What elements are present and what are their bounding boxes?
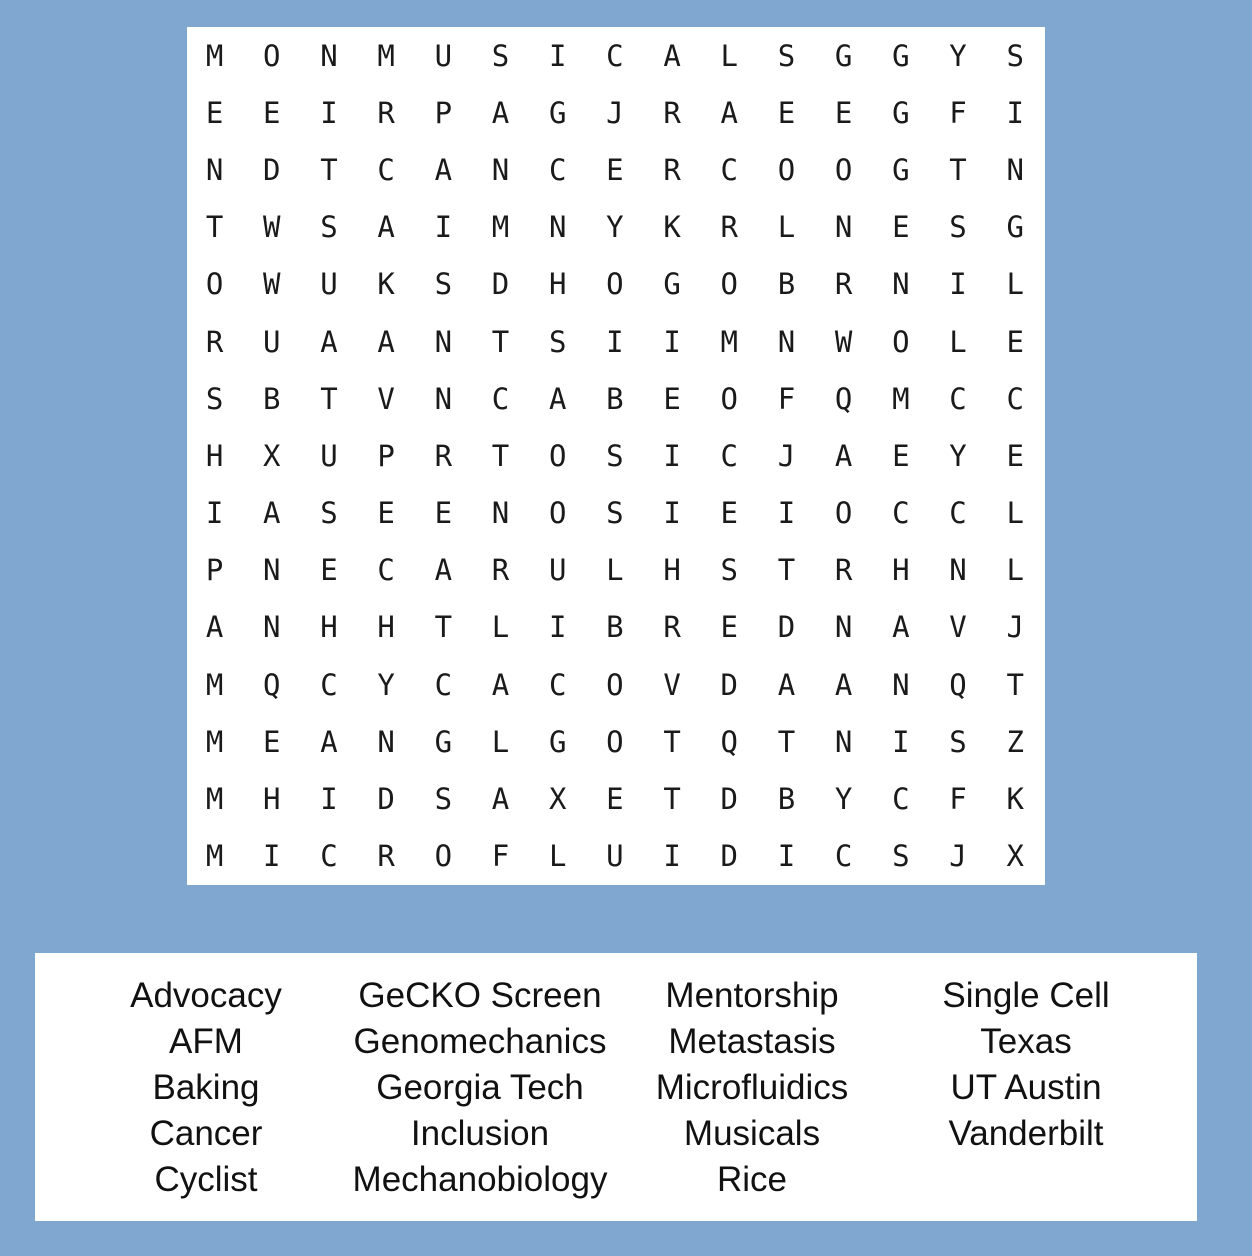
grid-letter[interactable]: I	[663, 496, 681, 531]
grid-letter[interactable]: I	[663, 324, 681, 359]
grid-letter[interactable]: N	[834, 210, 853, 245]
grid-letter[interactable]: I	[320, 782, 338, 817]
grid-letter[interactable]: E	[663, 381, 681, 416]
grid-letter[interactable]: I	[1006, 95, 1024, 130]
grid-letter[interactable]: E	[892, 438, 910, 473]
grid-letter[interactable]: T	[491, 324, 510, 359]
grid-letter[interactable]: O	[834, 152, 853, 187]
grid-letter[interactable]: N	[205, 152, 224, 187]
grid-letter[interactable]: B	[777, 267, 796, 302]
grid-letter[interactable]: G	[548, 95, 567, 130]
grid-letter[interactable]: F	[491, 839, 510, 874]
word-list-item: Cyclist	[154, 1160, 258, 1199]
grid-letter[interactable]: C	[434, 667, 453, 702]
grid-letter[interactable]: S	[320, 496, 338, 531]
grid-letter[interactable]: O	[606, 267, 624, 302]
grid-letter[interactable]: E	[377, 496, 395, 531]
word-list-column-3	[656, 973, 849, 1203]
word-list-panel	[35, 953, 1197, 1221]
grid-letter[interactable]: O	[720, 267, 739, 302]
grid-letter[interactable]: I	[263, 839, 281, 874]
grid-letter[interactable]: A	[377, 210, 395, 245]
grid-letter[interactable]: L	[949, 324, 967, 359]
grid-letter[interactable]: C	[548, 667, 567, 702]
word-list-item: Metastasis	[668, 1022, 836, 1061]
grid-letter[interactable]: N	[834, 724, 853, 759]
word-list-item: Microfluidics	[655, 1068, 849, 1107]
grid-letter[interactable]: O	[205, 267, 224, 302]
grid-letter[interactable]: W	[834, 324, 853, 359]
grid-letter[interactable]: K	[663, 210, 681, 245]
grid-letter[interactable]: C	[606, 38, 624, 73]
word-list-item: UT Austin	[950, 1068, 1102, 1107]
grid-letter[interactable]: A	[263, 496, 281, 531]
grid-letter[interactable]: E	[320, 553, 338, 588]
grid-letter[interactable]: O	[720, 381, 739, 416]
grid-letter[interactable]: A	[320, 324, 338, 359]
word-list-item: Baking	[152, 1068, 260, 1107]
grid-letter[interactable]: P	[205, 553, 224, 588]
grid-letter[interactable]: L	[1006, 267, 1024, 302]
grid-letter[interactable]: U	[320, 438, 338, 473]
grid-letter[interactable]: N	[491, 496, 510, 531]
grid-letter[interactable]: X	[548, 782, 567, 817]
grid-letter[interactable]: O	[434, 839, 453, 874]
grid-letter[interactable]: U	[606, 839, 624, 874]
grid-letter[interactable]: I	[606, 324, 624, 359]
grid-letter[interactable]: Q	[720, 724, 739, 759]
word-list-item: GeCKO Screen	[358, 976, 602, 1015]
grid-letter[interactable]: A	[834, 438, 853, 473]
grid-letter[interactable]: E	[777, 95, 796, 130]
grid-letter[interactable]: D	[263, 152, 281, 187]
grid-letter[interactable]: O	[548, 496, 567, 531]
grid-letter[interactable]: E	[606, 782, 624, 817]
word-list-item: AFM	[169, 1022, 243, 1061]
grid-letter[interactable]: E	[1006, 324, 1024, 359]
grid-letter[interactable]: J	[1006, 610, 1024, 645]
grid-letter[interactable]: H	[663, 553, 681, 588]
grid-letter[interactable]: S	[1006, 38, 1024, 73]
grid-letter[interactable]: I	[663, 839, 681, 874]
grid-letter[interactable]: E	[720, 496, 739, 531]
grid-letter[interactable]: N	[777, 324, 796, 359]
grid-letter[interactable]: H	[320, 610, 338, 645]
grid-letter[interactable]: M	[205, 839, 224, 874]
grid-letter[interactable]: H	[205, 438, 224, 473]
grid-letter[interactable]: X	[263, 438, 281, 473]
grid-letter[interactable]: D	[377, 782, 395, 817]
grid-letter[interactable]: E	[1006, 438, 1024, 473]
word-search-grid-panel	[187, 27, 1045, 885]
word-list-column-1	[130, 973, 282, 1203]
grid-letter[interactable]: N	[491, 152, 510, 187]
grid-letter[interactable]: M	[205, 667, 224, 702]
word-list-item: Mentorship	[665, 976, 839, 1015]
grid-letter[interactable]: L	[491, 610, 510, 645]
grid-letter[interactable]: A	[777, 667, 796, 702]
grid-letter[interactable]: Y	[949, 438, 967, 473]
grid-letter[interactable]: C	[892, 496, 910, 531]
grid-letter[interactable]: G	[434, 724, 453, 759]
grid-letter[interactable]: S	[892, 839, 910, 874]
grid-letter[interactable]: U	[263, 324, 281, 359]
grid-letter[interactable]: C	[377, 553, 395, 588]
grid-letter[interactable]: I	[548, 610, 567, 645]
grid-letter[interactable]: Y	[834, 782, 853, 817]
grid-letter[interactable]: Y	[606, 210, 624, 245]
grid-letter[interactable]: A	[491, 95, 510, 130]
grid-letter[interactable]: F	[777, 381, 796, 416]
grid-letter[interactable]: S	[434, 782, 453, 817]
grid-letter[interactable]: F	[949, 95, 967, 130]
grid-letter[interactable]: S	[491, 38, 510, 73]
word-list-item: Mechanobiology	[352, 1160, 608, 1199]
grid-letter[interactable]: O	[263, 38, 281, 73]
grid-letter[interactable]: L	[777, 210, 796, 245]
grid-letter[interactable]: T	[491, 438, 510, 473]
word-list-item: Advocacy	[130, 976, 282, 1015]
grid-letter[interactable]: V	[949, 610, 967, 645]
grid-letter[interactable]: L	[606, 553, 624, 588]
grid-letter[interactable]: S	[720, 553, 739, 588]
grid-letter[interactable]: M	[205, 782, 224, 817]
grid-letter[interactable]: M	[491, 210, 510, 245]
grid-letter[interactable]: E	[263, 95, 281, 130]
grid-letter[interactable]: S	[205, 381, 224, 416]
word-list-item: Inclusion	[410, 1114, 550, 1153]
grid-letter[interactable]: N	[892, 667, 910, 702]
grid-letter[interactable]: U	[320, 267, 338, 302]
grid-letter[interactable]: Y	[949, 38, 967, 73]
grid-letter[interactable]: L	[548, 839, 567, 874]
grid-letter[interactable]: B	[606, 610, 624, 645]
grid-letter[interactable]: S	[949, 210, 967, 245]
grid-letter[interactable]: Q	[949, 667, 967, 702]
grid-letter[interactable]: C	[548, 152, 567, 187]
grid-letter[interactable]: L	[720, 38, 739, 73]
grid-letter[interactable]: C	[834, 839, 853, 874]
grid-letter[interactable]: L	[491, 724, 510, 759]
grid-letter[interactable]: S	[777, 38, 796, 73]
grid-letter[interactable]: T	[949, 152, 967, 187]
grid-letter[interactable]: L	[1006, 553, 1024, 588]
grid-letter[interactable]: R	[205, 324, 224, 359]
grid-letter[interactable]: R	[834, 553, 853, 588]
grid-letter[interactable]: N	[320, 38, 338, 73]
grid-letter[interactable]: A	[491, 782, 510, 817]
grid-letter[interactable]: K	[1006, 782, 1024, 817]
grid-letter[interactable]: N	[892, 267, 910, 302]
grid-letter[interactable]: F	[949, 782, 967, 817]
grid-letter[interactable]: G	[892, 95, 910, 130]
grid-letter[interactable]: H	[548, 267, 567, 302]
word-list-item: Vanderbilt	[948, 1114, 1104, 1153]
grid-letter[interactable]: M	[205, 38, 224, 73]
grid-letter[interactable]: T	[663, 782, 681, 817]
grid-letter[interactable]: S	[949, 724, 967, 759]
grid-letter[interactable]: G	[892, 152, 910, 187]
grid-letter[interactable]: R	[720, 210, 739, 245]
grid-letter[interactable]: Z	[1006, 724, 1024, 759]
grid-letter[interactable]: E	[434, 496, 453, 531]
grid-letter[interactable]: L	[1006, 496, 1024, 531]
word-list-column-4	[942, 973, 1109, 1157]
grid-letter[interactable]: R	[491, 553, 510, 588]
grid-letter[interactable]: M	[892, 381, 910, 416]
grid-letter[interactable]: R	[663, 152, 681, 187]
grid-letter[interactable]: H	[377, 610, 395, 645]
grid-letter[interactable]: G	[834, 38, 853, 73]
grid-letter[interactable]: P	[377, 438, 395, 473]
grid-letter[interactable]: C	[892, 782, 910, 817]
grid-letter[interactable]: T	[777, 724, 796, 759]
grid-letter[interactable]: C	[320, 667, 338, 702]
letter-grid	[187, 27, 1045, 885]
grid-letter[interactable]: E	[892, 210, 910, 245]
grid-letter[interactable]: O	[606, 667, 624, 702]
grid-letter[interactable]: I	[434, 210, 453, 245]
grid-letter[interactable]: R	[434, 438, 453, 473]
grid-letter[interactable]: A	[491, 667, 510, 702]
grid-letter[interactable]: T	[320, 381, 338, 416]
grid-letter[interactable]: A	[434, 152, 453, 187]
word-list-item: Genomechanics	[353, 1022, 607, 1061]
grid-letter[interactable]: Q	[834, 381, 853, 416]
grid-letter[interactable]: C	[491, 381, 510, 416]
word-list-column-2	[353, 973, 608, 1203]
grid-letter[interactable]: G	[1006, 210, 1024, 245]
grid-letter[interactable]: U	[434, 38, 453, 73]
grid-letter[interactable]: N	[434, 324, 453, 359]
grid-letter[interactable]: N	[949, 553, 967, 588]
grid-letter[interactable]: G	[548, 724, 567, 759]
grid-letter[interactable]: C	[320, 839, 338, 874]
grid-letter[interactable]: T	[434, 610, 453, 645]
grid-letter[interactable]: B	[606, 381, 624, 416]
grid-letter[interactable]: C	[949, 496, 967, 531]
grid-letter[interactable]: W	[263, 267, 281, 302]
grid-letter[interactable]: X	[1006, 839, 1024, 874]
grid-letter[interactable]: R	[377, 839, 395, 874]
grid-letter[interactable]: A	[205, 610, 224, 645]
grid-letter[interactable]: N	[263, 610, 281, 645]
grid-letter[interactable]: J	[606, 95, 624, 130]
grid-letter[interactable]: O	[892, 324, 910, 359]
grid-letter[interactable]: I	[663, 438, 681, 473]
word-list-item: Single Cell	[942, 976, 1110, 1015]
grid-letter[interactable]: O	[606, 724, 624, 759]
grid-letter[interactable]: R	[834, 267, 853, 302]
grid-letter[interactable]: D	[777, 610, 796, 645]
grid-letter[interactable]: K	[377, 267, 395, 302]
grid-letter[interactable]: I	[205, 496, 224, 531]
grid-letter[interactable]: N	[377, 724, 395, 759]
grid-letter[interactable]: H	[263, 782, 281, 817]
grid-letter[interactable]: N	[834, 610, 853, 645]
word-list-item: Texas	[980, 1022, 1072, 1061]
grid-letter[interactable]: N	[548, 210, 567, 245]
grid-letter[interactable]: E	[834, 95, 853, 130]
grid-letter[interactable]: A	[892, 610, 910, 645]
grid-letter[interactable]: M	[205, 724, 224, 759]
grid-letter[interactable]: N	[434, 381, 453, 416]
grid-letter[interactable]: M	[377, 38, 395, 73]
grid-letter[interactable]: B	[263, 381, 281, 416]
grid-letter[interactable]: E	[720, 610, 739, 645]
grid-letter[interactable]: A	[548, 381, 567, 416]
grid-letter[interactable]: P	[434, 95, 453, 130]
grid-letter[interactable]: I	[777, 839, 796, 874]
grid-letter[interactable]: D	[720, 782, 739, 817]
grid-letter[interactable]: C	[949, 381, 967, 416]
grid-letter[interactable]: W	[263, 210, 281, 245]
grid-letter[interactable]: Q	[263, 667, 281, 702]
grid-letter[interactable]: Y	[377, 667, 395, 702]
grid-letter[interactable]: T	[320, 152, 338, 187]
grid-letter[interactable]: R	[377, 95, 395, 130]
grid-letter[interactable]: C	[377, 152, 395, 187]
grid-letter[interactable]: I	[548, 38, 567, 73]
grid-letter[interactable]: A	[377, 324, 395, 359]
grid-letter[interactable]: A	[320, 724, 338, 759]
word-list-item: Georgia Tech	[376, 1068, 584, 1107]
grid-letter[interactable]: H	[892, 553, 910, 588]
grid-letter[interactable]: A	[434, 553, 453, 588]
word-list-item: Musicals	[683, 1114, 821, 1153]
grid-letter[interactable]: J	[949, 839, 967, 874]
grid-letter[interactable]: E	[263, 724, 281, 759]
grid-letter[interactable]: B	[777, 782, 796, 817]
grid-letter[interactable]: R	[663, 95, 681, 130]
grid-letter[interactable]: A	[834, 667, 853, 702]
grid-letter[interactable]: U	[548, 553, 567, 588]
grid-letter[interactable]: I	[320, 95, 338, 130]
grid-letter[interactable]: I	[892, 724, 910, 759]
grid-letter[interactable]: V	[663, 667, 681, 702]
grid-letter[interactable]: D	[491, 267, 510, 302]
grid-letter[interactable]: C	[720, 438, 739, 473]
grid-letter[interactable]: T	[777, 553, 796, 588]
grid-letter[interactable]: A	[720, 95, 739, 130]
grid-letter[interactable]: N	[1006, 152, 1024, 187]
grid-letter[interactable]: E	[205, 95, 224, 130]
grid-letter[interactable]: S	[606, 438, 624, 473]
grid-letter[interactable]: I	[777, 496, 796, 531]
grid-letter[interactable]: D	[720, 839, 739, 874]
grid-letter[interactable]: G	[892, 38, 910, 73]
grid-letter[interactable]: T	[205, 210, 224, 245]
grid-letter[interactable]: M	[720, 324, 739, 359]
grid-letter[interactable]: T	[663, 724, 681, 759]
word-list-item: Rice	[716, 1160, 788, 1199]
grid-letter[interactable]: S	[548, 324, 567, 359]
grid-letter[interactable]: S	[606, 496, 624, 531]
grid-letter[interactable]: C	[720, 152, 739, 187]
grid-letter[interactable]: C	[1006, 381, 1024, 416]
grid-letter[interactable]: J	[777, 438, 796, 473]
grid-letter[interactable]: V	[377, 381, 395, 416]
grid-letter[interactable]: D	[720, 667, 739, 702]
grid-letter[interactable]: S	[434, 267, 453, 302]
grid-letter[interactable]: N	[263, 553, 281, 588]
grid-letter[interactable]: O	[834, 496, 853, 531]
grid-letter[interactable]: I	[949, 267, 967, 302]
word-list-item: Cancer	[149, 1114, 263, 1153]
grid-letter[interactable]: O	[777, 152, 796, 187]
grid-letter[interactable]: T	[1006, 667, 1024, 702]
grid-letter[interactable]: O	[548, 438, 567, 473]
grid-letter[interactable]: S	[320, 210, 338, 245]
grid-letter[interactable]: A	[663, 38, 681, 73]
grid-letter[interactable]: E	[606, 152, 624, 187]
grid-letter[interactable]: G	[663, 267, 681, 302]
grid-letter[interactable]: R	[663, 610, 681, 645]
